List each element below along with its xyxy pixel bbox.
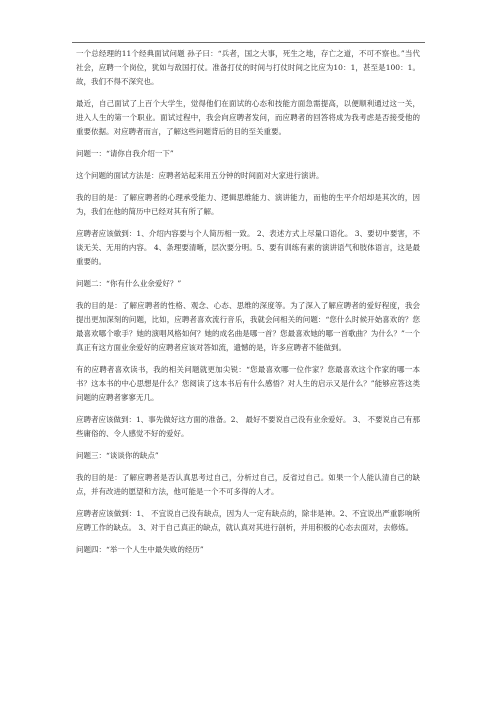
question-heading-2: 问题二：“你有什么业余爱好？” [76,279,182,288]
paragraph-method-1: 这个问题的面试方法是：应聘者站起来用五分钟的时间面对大家进行演讲。 [76,171,324,180]
question-heading-1: 问题一：“请你自我介绍一下” [76,149,174,158]
header-rule [72,42,425,43]
paragraph-intro: 一个总经理的11个经典面试问题 孙子曰：“兵者，国之大事，死生之地，存亡之道，不可不察也。”当代社会，应聘一个岗位，犹如与敌国打仗。准备打仗的时间与打仗时间之比应为10：1，甚至是100：1。故，我们不得不深究也。 [76,49,420,86]
paragraph-reading-2: 有的应聘者喜欢读书，我的相关问题就更加尖锐：“您最喜欢哪一位作家？您最喜欢这个作家的哪一本书？这本书的中心思想是什么？您阅读了这本书后有什么感悟？对人生的启示又是什么？”能够应答这类问题的应聘者寥寥无几。 [76,365,420,402]
question-heading-3: 问题三：“谈谈你的缺点” [76,451,159,460]
paragraph-purpose-2: 我的目的是：了解应聘者的性格、观念、心态、思维的深度等。为了深入了解应聘者的爱好程度，我会提出更加深刻的问题，比如，应聘者喜欢流行音乐，我就会问相关的问题：“您什么时候开始喜欢的？您最喜欢哪个歌手？她的演唱风格如何？她的成名曲是哪一首？您最喜欢她的哪一首歌曲？为什么？”一个真正有这方面业余爱好的应聘者应该对答如流，遗憾的是，许多应聘者不能做到。 [76,301,420,352]
question-heading-4: 问题四：“举一个人生中最失败的经历” [76,545,204,554]
paragraph-advice-3: 应聘者应该做到：1、 不宜说自己没有缺点，因为人一定有缺点的，除非是神。2、不宜说出严重影响所应聘工作的缺点。 3、对于自己真正的缺点，就认真对其进行剖析，并用积极的心态去面对，去修炼。 [76,509,420,532]
document-body [76,47,420,565]
paragraph-purpose-3: 我的目的是：了解应聘者是否认真思考过自己，分析过自己，反省过自己。如果一个人能认清自己的缺点，并有改进的愿望和方法，他可能是一个不可多得的人才。 [76,473,420,496]
paragraph-purpose-1: 我的目的是：了解应聘者的心理承受能力、逻辑思维能力、演讲能力，而他的生平介绍却是其次的，因为，我们在他的简历中已经对其有所了解。 [76,193,420,216]
paragraph-background: 最近，自己面试了上百个大学生，觉得他们在面试的心态和技能方面急需提高，以便顺利通过这一关，进入人生的第一个职业。面试过程中，我会向应聘者发问，而应聘者的回答将成为我考虑是否接受他的重要依据。对应聘者而言，了解这些问题背后的目的至关重要。 [76,99,420,136]
paragraph-advice-1: 应聘者应该做到：1、介绍内容要与个人简历相一致。 2、表述方式上尽量口语化。 3、要切中要害，不谈无关、无用的内容。 4、条理要清晰，层次要分明。5、要有训练有素的演讲语气和肢体语言，这是最重要的。 [76,229,420,266]
paragraph-advice-2: 应聘者应该做到：1、事先做好这方面的准备。2、 最好不要说自己没有业余爱好。 3、 不要说自己有那些庸俗的、令人感觉不好的爱好。 [76,415,420,438]
